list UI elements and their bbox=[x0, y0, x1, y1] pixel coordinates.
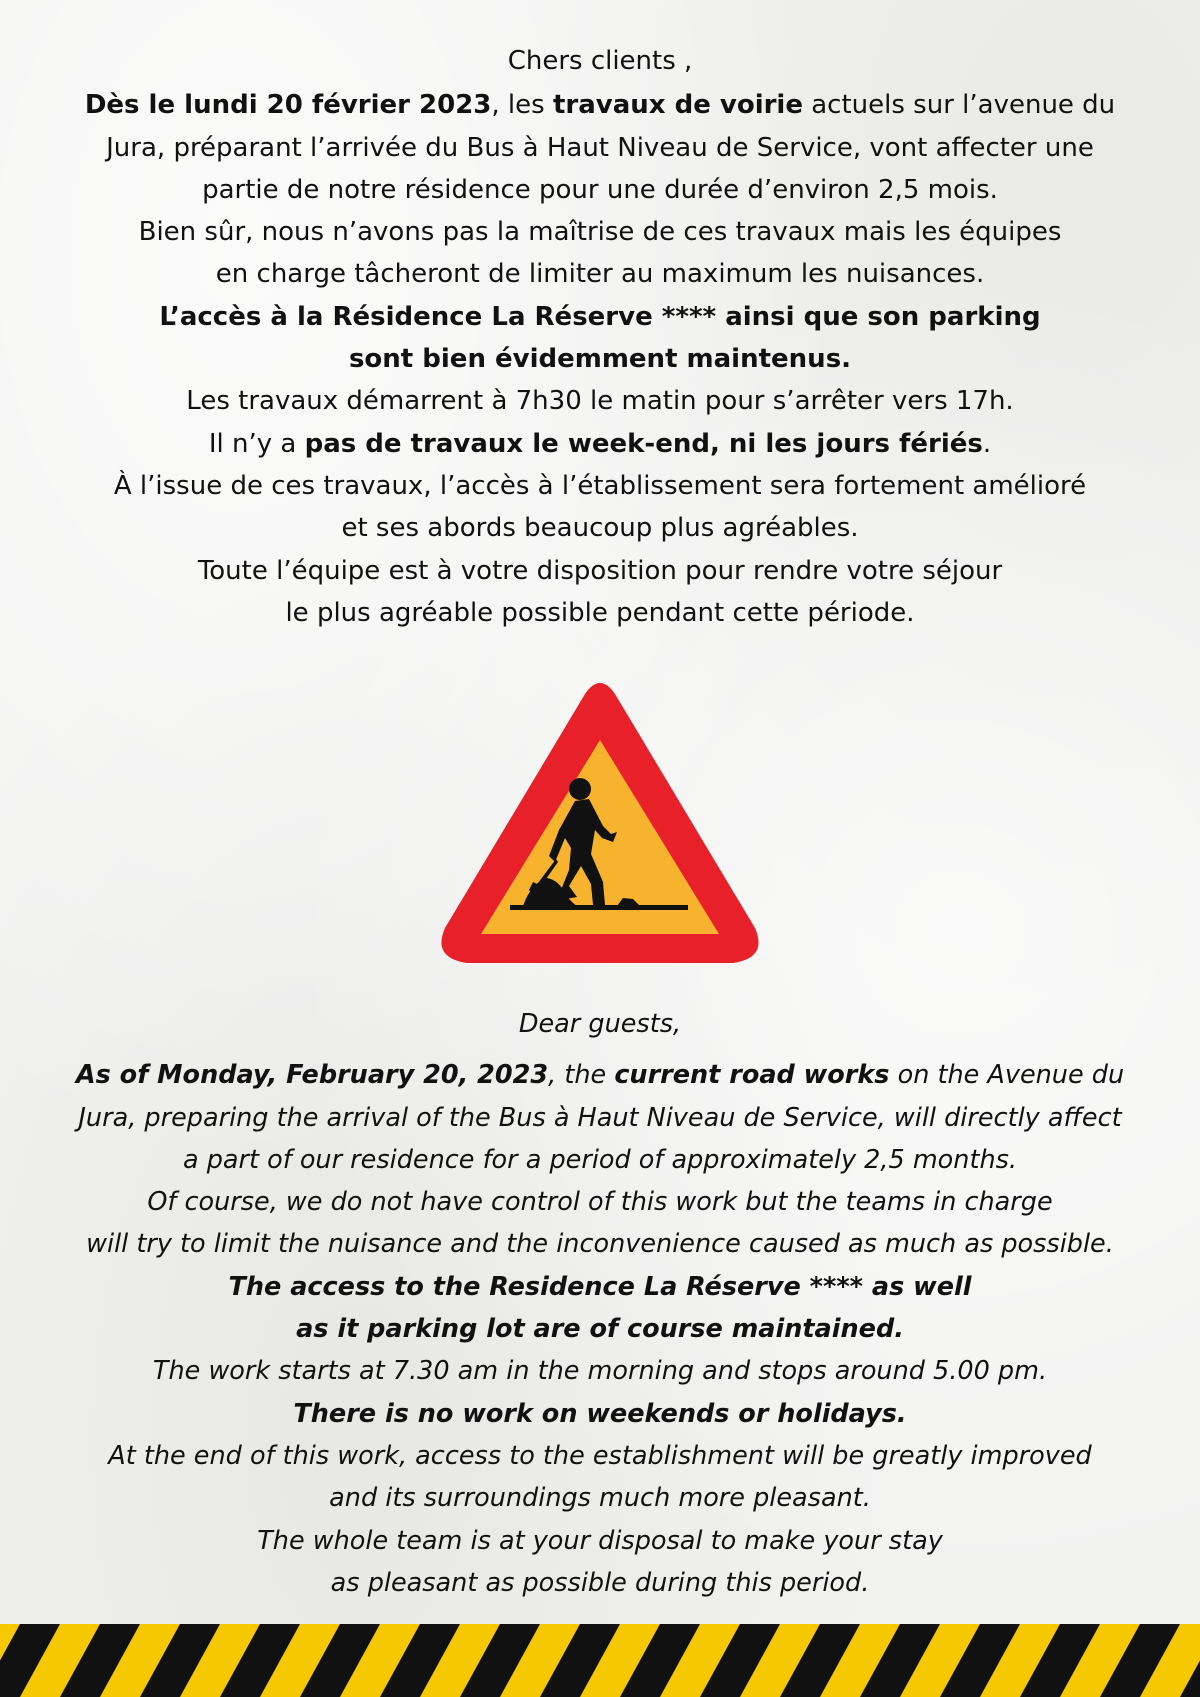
english-line-4: Of course, we do not have control of this work but the teams in charge bbox=[147, 1187, 1053, 1218]
french-line-6: L’accès à la Résidence La Réserve **** ainsi que son parking bbox=[159, 301, 1041, 332]
french-line-3: partie de notre résidence pour une durée d’environ 2,5 mois. bbox=[202, 174, 998, 205]
english-greeting: Dear guests, bbox=[518, 1009, 682, 1039]
french-line-7: sont bien évidemment maintenus. bbox=[348, 344, 852, 375]
french-notice bbox=[0, 40, 1200, 634]
english-line-8: The work starts at 7.30 am in the morning and stops around 5.00 pm. bbox=[152, 1356, 1048, 1387]
french-line-1: Dès le lundi 20 février 2023, les travaux de voirie actuels sur l’avenue du bbox=[84, 90, 1116, 121]
roadworks-warning-sign-icon bbox=[435, 678, 765, 968]
english-line-9: There is no work on weekends or holidays. bbox=[293, 1398, 907, 1429]
french-date: Dès le lundi 20 février 2023 bbox=[84, 90, 492, 121]
french-greeting: Chers clients , bbox=[507, 46, 693, 76]
english-line-2: Jura, preparing the arrival of the Bus à Haut Niveau de Service, will directly affect bbox=[78, 1102, 1122, 1133]
french-line-9: Il n’y a pas de travaux le week-end, ni les jours fériés. bbox=[208, 428, 992, 459]
french-line-13: le plus agréable possible pendant cette période. bbox=[285, 597, 915, 628]
french-no-works: pas de travaux le week-end, ni les jours fériés bbox=[304, 428, 983, 459]
hazard-stripes-fill bbox=[0, 1624, 1200, 1697]
french-line-2: Jura, préparant l’arrivée du Bus à Haut Niveau de Service, vont affecter une bbox=[106, 132, 1094, 163]
english-line-3: a part of our residence for a period of approximately 2,5 months. bbox=[183, 1144, 1017, 1175]
english-line-5: will try to limit the nuisance and the inconvenience caused as much as possible. bbox=[86, 1229, 1114, 1260]
english-line-1: As of Monday, February 20, 2023, the current road works on the Avenue du bbox=[75, 1060, 1125, 1091]
english-line-10: At the end of this work, access to the establishment will be greatly improved bbox=[108, 1440, 1092, 1471]
french-line-4: Bien sûr, nous n’avons pas la maîtrise de ces travaux mais les équipes bbox=[138, 217, 1062, 248]
french-line-12: Toute l’équipe est à votre disposition pour rendre votre séjour bbox=[197, 555, 1003, 586]
english-notice bbox=[0, 1003, 1200, 1604]
english-line-6: The access to the Residence La Réserve **** as well bbox=[228, 1271, 972, 1302]
english-roadworks: current road works bbox=[614, 1060, 890, 1091]
english-line-7: as it parking lot are of course maintained. bbox=[296, 1314, 904, 1345]
french-line-8: Les travaux démarrent à 7h30 le matin pour s’arrêter vers 17h. bbox=[186, 386, 1014, 417]
english-line-11: and its surroundings much more pleasant. bbox=[329, 1483, 871, 1514]
french-line-10: À l’issue de ces travaux, l’accès à l’établissement sera fortement amélioré bbox=[113, 470, 1087, 501]
hazard-stripes bbox=[0, 1624, 1200, 1697]
english-line-12: The whole team is at your disposal to make your stay bbox=[257, 1525, 943, 1556]
french-line-11: et ses abords beaucoup plus agréables. bbox=[341, 513, 859, 544]
french-roadworks: travaux de voirie bbox=[552, 90, 803, 121]
english-line-13: as pleasant as possible during this period. bbox=[330, 1567, 870, 1598]
english-date: As of Monday, February 20, 2023 bbox=[75, 1060, 549, 1091]
french-line-5: en charge tâcheront de limiter au maximum les nuisances. bbox=[215, 259, 985, 290]
